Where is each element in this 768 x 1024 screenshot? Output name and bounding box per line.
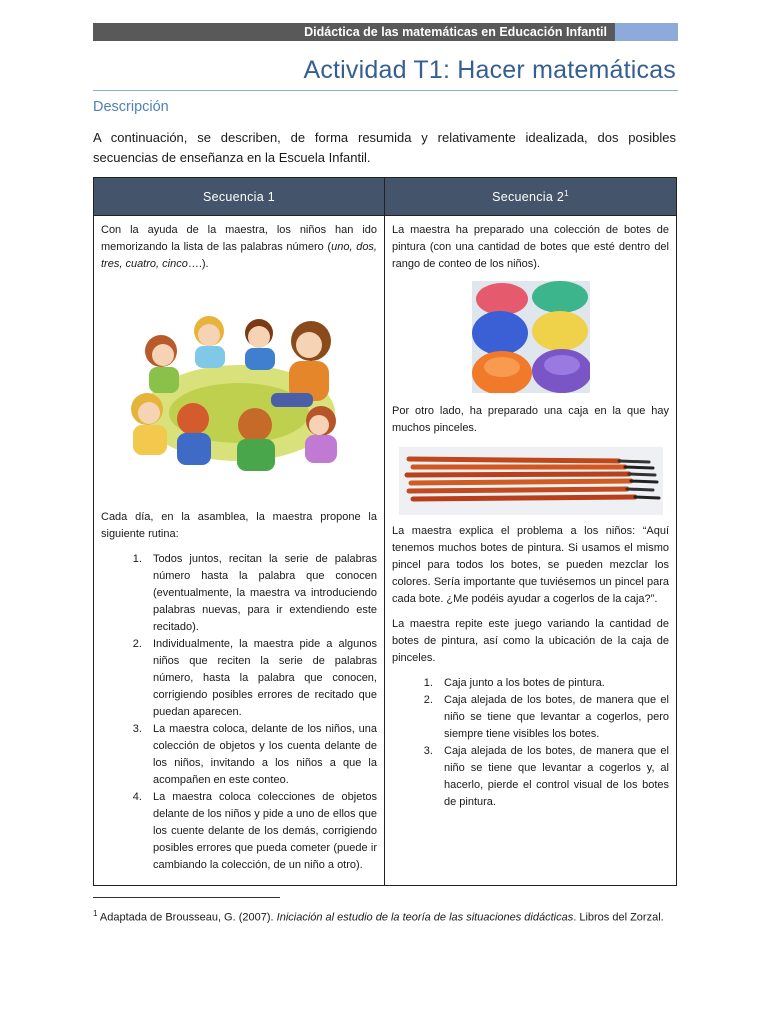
italic-text: uno, dos, tres, cuatro, cinco	[101, 241, 377, 270]
list-item: 1. Todos juntos, recitan la serie de palabras número hasta la palabra que conocen (eventualmente, la maestra va introduciendo palabras nuevas, para ir extendiendo este recitado).	[145, 551, 377, 636]
sequence-1-steps	[101, 551, 377, 874]
title-divider	[93, 90, 678, 91]
list-item: 1. Caja junto a los botes de pintura.	[436, 675, 669, 692]
list-item: 2. Caja alejada de los botes, de manera que el niño se tiene que levantar a cogerlos, pero siempre tiene visibles los botes.	[436, 692, 669, 743]
paintbrushes-photo	[399, 447, 663, 515]
sequence-1-routine-intro: Cada día, en la asamblea, la maestra propone la siguiente rutina:	[101, 511, 377, 540]
intro-paragraph: A continuación, se describen, de forma resumida y relativamente idealizada, dos posibles secuencias de enseñanza en la Escuela Infantil.	[93, 130, 676, 165]
footnote	[93, 905, 676, 927]
sequence-2-problem-paragraph: La maestra explica el problema a los niños: “Aquí tenemos muchos botes de pintura. Si usamos el mismo pincel para todos los botes, se pueden mezclar los colores. Sería importante que tuviésemos un pincel para cada bote. ¿Me podéis ayudar a cogerlos de la caja?”.	[392, 525, 669, 605]
footnote-text: . Libros del Zorzal.	[573, 911, 664, 924]
sequence-2-paragraph: Por otro lado, ha preparado una caja en la que hay muchos pinceles.	[392, 405, 669, 434]
list-item: 3. Caja alejada de los botes, de manera que el niño se tiene que levantar a cogerlos y, al hacerlo, pierde el control visual de los botes de pintura.	[436, 743, 669, 811]
paint-jars-photo	[472, 281, 590, 393]
page-title: Actividad T1: Hacer matemáticas	[303, 56, 676, 84]
footnote-divider	[93, 897, 280, 898]
sequence-2-cell	[385, 216, 677, 886]
sequence-2-steps	[392, 675, 669, 811]
sequence-2-paragraph: La maestra ha preparado una colección de botes de pintura (con una cantidad de botes que esté dentro del rango de conteo de los niños).	[392, 224, 669, 270]
column-header-label: Secuencia 2	[492, 190, 565, 205]
footnote-text: Adaptada de Brousseau, G. (2007).	[97, 911, 277, 924]
text-run: ….).	[187, 258, 209, 270]
footnote-book-title: Iniciación al estudio de la teoría de las situaciones didácticas	[276, 911, 574, 924]
column-header-label: Secuencia 1	[202, 189, 276, 204]
column-header-sequence-2	[385, 178, 677, 216]
column-header-sequence-1	[94, 178, 385, 216]
footnote-reference[interactable]: 1	[564, 188, 569, 198]
sequence-1-cell	[94, 216, 385, 886]
running-header-title: Didáctica de las matemáticas en Educación Infantil	[93, 23, 615, 41]
running-header-accent	[615, 23, 678, 41]
list-item: 4. La maestra coloca colecciones de objetos delante de los niños y pide a uno de ellos que los cuente delante de los demás, corrigiendo posibles errores que pueda cometer (puede ir cambiando la colección, de un niño a otro).	[145, 789, 377, 874]
sequence-2-paragraph: La maestra repite este juego variando la cantidad de botes de pintura, así como la ubicación de la caja de pinceles.	[392, 618, 669, 664]
footnote-marker: 1	[93, 909, 98, 918]
children-circle-illustration	[121, 301, 357, 481]
sequence-1-paragraph	[101, 222, 377, 273]
section-heading: Descripción	[93, 99, 169, 115]
running-header	[93, 23, 678, 41]
sequences-table	[93, 177, 677, 886]
list-item: 3. La maestra coloca, delante de los niños, una colección de objetos y los cuenta delante de los niños, invitando a los niños a que la acompañen en este conteo.	[145, 721, 377, 789]
list-item: 2. Individualmente, la maestra pide a algunos niños que reciten la serie de palabras número, hasta la palabra que conocen, corrigiendo posibles errores de recitado que puedan aparecen.	[145, 636, 377, 721]
text-run: Con la ayuda de la maestra, los niños han ido memorizando la lista de las palabras número (	[101, 224, 377, 253]
